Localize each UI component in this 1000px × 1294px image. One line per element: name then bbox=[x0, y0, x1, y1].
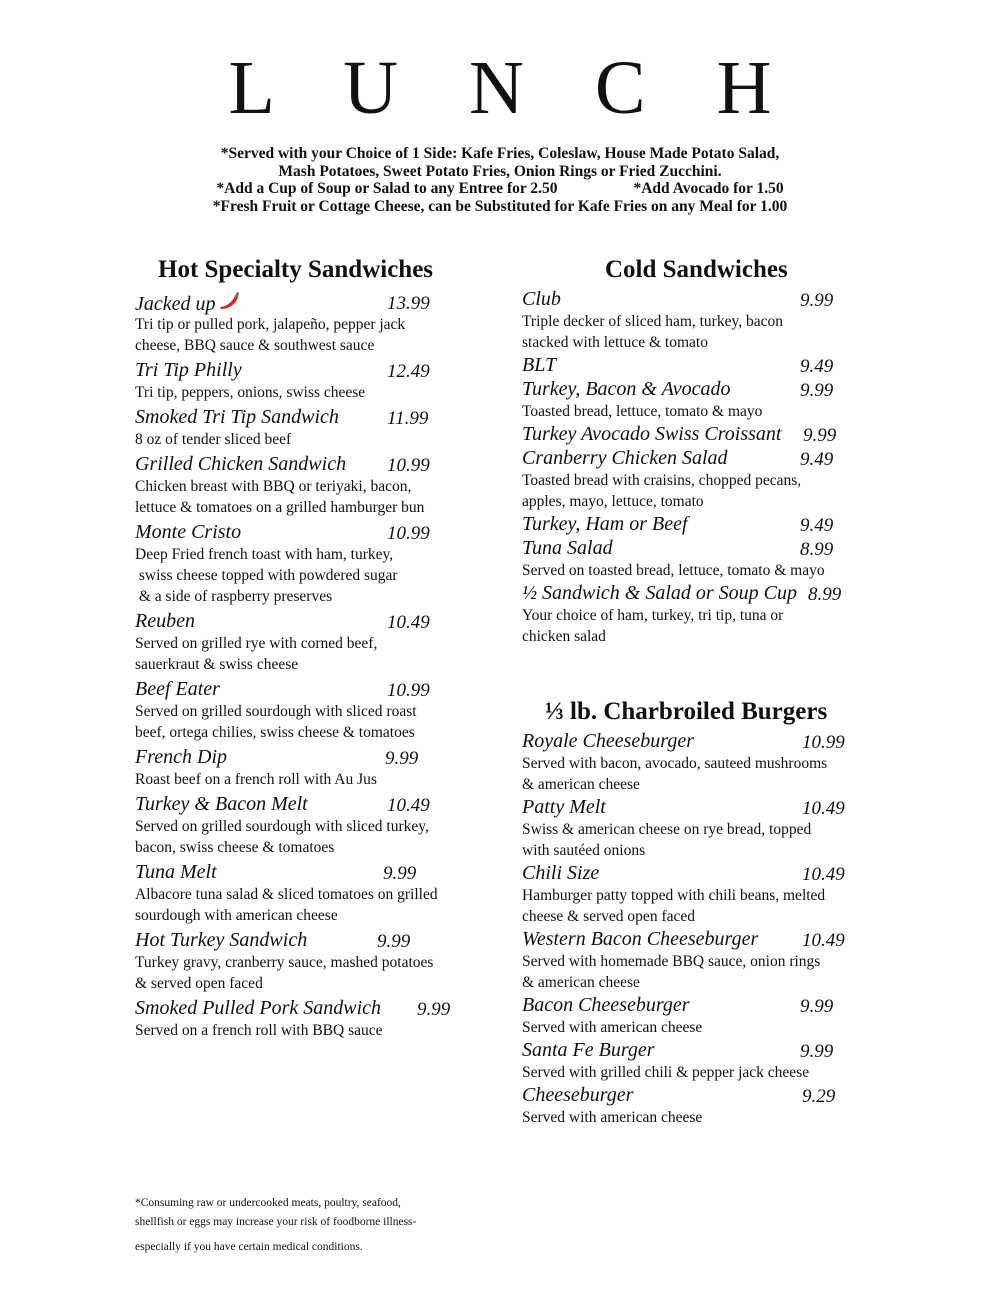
menu-item-price: 10.49 bbox=[802, 864, 845, 885]
menu-item-name: Reuben bbox=[135, 610, 195, 632]
menu-item-name: Smoked Tri Tip Sandwich bbox=[135, 406, 339, 428]
description-line: sourdough with american cheese bbox=[135, 907, 338, 924]
description-line: Served on grilled rye with corned beef, bbox=[135, 635, 378, 652]
description-line: Your choice of ham, turkey, tri tip, tuna or bbox=[522, 607, 784, 624]
menu-item-price: 9.29 bbox=[802, 1086, 836, 1107]
description-line: & american cheese bbox=[522, 776, 640, 793]
menu-item-name: Tuna Salad bbox=[522, 537, 613, 559]
description-line: Served on a french roll with BBQ sauce bbox=[135, 1022, 383, 1039]
description-line: Served with american cheese bbox=[522, 1109, 703, 1126]
menu-item-name: Turkey Avocado Swiss Croissant bbox=[522, 423, 782, 445]
menu-item-name: Cranberry Chicken Salad bbox=[522, 447, 728, 469]
menu-item-price: 10.99 bbox=[387, 680, 430, 701]
menu-item-name: Turkey, Ham or Beef bbox=[522, 513, 688, 535]
description-line: stacked with lettuce & tomato bbox=[522, 334, 708, 351]
description-line: Turkey gravy, cranberry sauce, mashed potatoes bbox=[135, 954, 434, 971]
menu-item bbox=[522, 512, 902, 536]
menu-notes bbox=[0, 145, 1000, 215]
section-title-cold: Cold Sandwiches bbox=[605, 256, 788, 283]
menu-item-description bbox=[522, 401, 902, 422]
menu-item-description bbox=[522, 470, 902, 512]
description-line: with sautéed onions bbox=[522, 842, 646, 859]
menu-item-header bbox=[135, 745, 515, 769]
description-line: sauerkraut & swiss cheese bbox=[135, 656, 299, 673]
menu-item bbox=[135, 677, 515, 743]
menu-item-header bbox=[522, 861, 902, 885]
description-line: Served with grilled chili & pepper jack cheese bbox=[522, 1064, 810, 1081]
menu-item-header bbox=[522, 581, 902, 605]
note-line: Mash Potatoes, Sweet Potato Fries, Onion Rings or Fried Zucchini. bbox=[278, 162, 722, 180]
menu-item-header bbox=[135, 792, 515, 816]
menu-item bbox=[522, 729, 902, 795]
menu-item bbox=[522, 1038, 902, 1083]
menu-item-description bbox=[135, 314, 515, 356]
menu-item-description bbox=[135, 816, 515, 858]
menu-item-name: Tri Tip Philly bbox=[135, 359, 242, 381]
description-line: 8 oz of tender sliced beef bbox=[135, 431, 292, 448]
menu-item bbox=[135, 928, 515, 994]
note-line: *Served with your Choice of 1 Side: Kafe Fries, Coleslaw, House Made Potato Salad, bbox=[220, 145, 780, 162]
menu-item-price: 13.99 bbox=[387, 293, 430, 314]
menu-item-description bbox=[522, 311, 902, 353]
menu-item-price: 9.99 bbox=[383, 863, 417, 884]
description-line: cheese, BBQ sauce & southwest sauce bbox=[135, 337, 375, 354]
menu-item-price: 9.49 bbox=[800, 515, 834, 536]
description-line: Toasted bread with craisins, chopped pecans, bbox=[522, 472, 802, 489]
menu-item-header bbox=[522, 422, 902, 446]
menu-item-header bbox=[522, 446, 902, 470]
menu-item bbox=[135, 290, 515, 356]
menu-item-description bbox=[522, 819, 902, 861]
menu-item-name: Beef Eater bbox=[135, 678, 220, 700]
menu-item-price: 9.99 bbox=[800, 380, 834, 401]
menu-item-price: 10.49 bbox=[387, 795, 430, 816]
menu-item bbox=[522, 536, 902, 581]
description-line: cheese & served open faced bbox=[522, 908, 695, 925]
description-line: Served on grilled sourdough with sliced roast bbox=[135, 703, 417, 720]
menu-item-price: 9.49 bbox=[800, 449, 834, 470]
menu-item-name: Patty Melt bbox=[522, 796, 606, 818]
menu-item bbox=[135, 860, 515, 926]
menu-item bbox=[135, 405, 515, 450]
menu-item-description bbox=[135, 544, 515, 607]
menu-item-name: Chili Size bbox=[522, 862, 600, 884]
menu-item-header bbox=[135, 290, 515, 314]
menu-item-price: 9.99 bbox=[800, 290, 834, 311]
menu-item-price: 9.99 bbox=[377, 931, 411, 952]
menu-item-name: Western Bacon Cheeseburger bbox=[522, 928, 759, 950]
menu-item-name: Smoked Pulled Pork Sandwich bbox=[135, 997, 382, 1019]
menu-item-header bbox=[135, 520, 515, 544]
menu-item-description bbox=[135, 476, 515, 518]
menu-item bbox=[522, 353, 902, 377]
menu-item-header bbox=[135, 609, 515, 633]
menu-item bbox=[522, 446, 902, 512]
description-line: Roast beef on a french roll with Au Jus bbox=[135, 771, 377, 788]
description-line: Triple decker of sliced ham, turkey, bacon bbox=[522, 313, 783, 330]
menu-item-price: 8.99 bbox=[808, 584, 842, 605]
menu-item-price: 11.99 bbox=[387, 408, 429, 429]
menu-item-name: ½ Sandwich & Salad or Soup Cup bbox=[522, 582, 798, 604]
menu-item-name: Grilled Chicken Sandwich bbox=[135, 453, 347, 475]
note-line: *Fresh Fruit or Cottage Cheese, can be Substituted for Kafe Fries on any Meal for 1.00 bbox=[212, 197, 788, 215]
menu-item-description bbox=[522, 1017, 902, 1038]
menu-item-header bbox=[522, 353, 902, 377]
menu-item-header bbox=[522, 512, 902, 536]
description-line: lettuce & tomatoes on a grilled hamburger bun bbox=[135, 499, 425, 516]
menu-item-description bbox=[135, 1020, 515, 1041]
menu-item-header bbox=[522, 993, 902, 1017]
menu-item-price: 9.49 bbox=[800, 356, 834, 377]
menu-item-price: 9.99 bbox=[803, 425, 837, 446]
menu-item-header bbox=[135, 452, 515, 476]
menu-item-description bbox=[135, 429, 515, 450]
menu-item-price: 10.49 bbox=[387, 612, 430, 633]
note-line bbox=[0, 180, 1000, 198]
description-line: & a side of raspberry preserves bbox=[135, 588, 333, 605]
menu-item-price: 12.49 bbox=[387, 361, 430, 382]
description-line: Hamburger patty topped with chili beans, melted bbox=[522, 887, 826, 904]
menu-item-price: 9.99 bbox=[800, 996, 834, 1017]
description-line: & served open faced bbox=[135, 975, 263, 992]
menu-item-name: Santa Fe Burger bbox=[522, 1039, 655, 1061]
menu-item bbox=[522, 581, 902, 647]
menu-item-price: 8.99 bbox=[800, 539, 834, 560]
menu-item-description bbox=[135, 769, 515, 790]
description-line: Deep Fried french toast with ham, turkey, bbox=[135, 546, 394, 563]
menu-item bbox=[135, 792, 515, 858]
menu-item bbox=[135, 609, 515, 675]
health-warning-cont: especially if you have certain medical conditions. bbox=[135, 1241, 363, 1253]
menu-item bbox=[522, 993, 902, 1038]
menu-item-header bbox=[522, 795, 902, 819]
description-line: Swiss & american cheese on rye bread, topped bbox=[522, 821, 812, 838]
description-line: Tri tip or pulled pork, jalapeño, pepper jack bbox=[135, 316, 406, 333]
menu-item-price: 10.99 bbox=[387, 455, 430, 476]
menu-item-price: 10.99 bbox=[802, 732, 845, 753]
description-line: chicken salad bbox=[522, 628, 606, 645]
menu-item-name: Cheeseburger bbox=[522, 1084, 634, 1106]
menu-item bbox=[135, 745, 515, 790]
menu-item-name: Jacked up bbox=[135, 293, 216, 315]
menu-item-name: Royale Cheeseburger bbox=[522, 730, 694, 752]
menu-item-description bbox=[135, 952, 515, 994]
menu-item-header bbox=[135, 358, 515, 382]
menu-item bbox=[135, 520, 515, 607]
health-warning-line: *Consuming raw or undercooked meats, poultry, seafood, bbox=[135, 1197, 401, 1209]
menu-item-header bbox=[522, 287, 902, 311]
menu-item-description bbox=[135, 701, 515, 743]
menu-item-header bbox=[135, 928, 515, 952]
section-title-hot: Hot Specialty Sandwiches bbox=[158, 256, 434, 283]
menu-item-description bbox=[522, 1062, 902, 1083]
menu-item-header bbox=[135, 860, 515, 884]
chili-pepper-icon bbox=[217, 290, 241, 310]
menu-item-price: 10.49 bbox=[802, 930, 845, 951]
menu-item-header bbox=[522, 1083, 902, 1107]
menu-item-name: Hot Turkey Sandwich bbox=[135, 929, 308, 951]
description-line: Served with homemade BBQ sauce, onion rings bbox=[522, 953, 821, 970]
menu-item-header bbox=[522, 536, 902, 560]
menu-item-header bbox=[522, 1038, 902, 1062]
menu-item-name: Turkey, Bacon & Avocado bbox=[522, 378, 731, 400]
description-line: Served on grilled sourdough with sliced turkey, bbox=[135, 818, 429, 835]
description-line: beef, ortega chilies, swiss cheese & tomatoes bbox=[135, 724, 415, 741]
description-line: swiss cheese topped with powdered sugar bbox=[135, 567, 398, 584]
menu-item-price: 9.99 bbox=[417, 999, 451, 1020]
menu-item bbox=[135, 358, 515, 403]
menu-item-description bbox=[522, 753, 902, 795]
menu-item-name: French Dip bbox=[135, 746, 228, 768]
menu-item bbox=[522, 422, 902, 446]
description-line: apples, mayo, lettuce, tomato bbox=[522, 493, 704, 510]
health-warning-line: shellfish or eggs may increase your risk of foodborne illness- bbox=[135, 1216, 417, 1228]
menu-item-description bbox=[522, 951, 902, 993]
description-line: bacon, swiss cheese & tomatoes bbox=[135, 839, 335, 856]
menu-item-description bbox=[522, 885, 902, 927]
menu-item bbox=[135, 996, 515, 1041]
menu-item-price: 9.99 bbox=[800, 1041, 834, 1062]
description-line: Served with bacon, avocado, sauteed mushrooms bbox=[522, 755, 828, 772]
menu-item-header bbox=[522, 377, 902, 401]
menu-item-name: Turkey & Bacon Melt bbox=[135, 793, 308, 815]
menu-item bbox=[522, 1083, 902, 1128]
description-line: Albacore tuna salad & sliced tomatoes on grilled bbox=[135, 886, 438, 903]
menu-item-description bbox=[522, 605, 902, 647]
menu-item-description bbox=[522, 1107, 902, 1128]
menu-item-price: 9.99 bbox=[385, 748, 419, 769]
description-line: Tri tip, peppers, onions, swiss cheese bbox=[135, 384, 366, 401]
note-soup-salad: *Add a Cup of Soup or Salad to any Entree for 2.50 bbox=[216, 180, 558, 197]
menu-item-description bbox=[135, 884, 515, 926]
menu-item bbox=[522, 377, 902, 422]
description-line: & american cheese bbox=[522, 974, 640, 991]
menu-item-description bbox=[135, 382, 515, 403]
menu-title: L U N C H bbox=[228, 46, 798, 130]
menu-item-name: Monte Cristo bbox=[135, 521, 242, 543]
menu-item-description bbox=[522, 560, 902, 581]
menu-item-header bbox=[522, 927, 902, 951]
menu-item bbox=[522, 927, 902, 993]
menu-item-header bbox=[135, 677, 515, 701]
note-avocado: *Add Avocado for 1.50 bbox=[633, 180, 784, 197]
description-line: Served with american cheese bbox=[522, 1019, 703, 1036]
menu-item-name: Bacon Cheeseburger bbox=[522, 994, 690, 1016]
menu-item bbox=[522, 287, 902, 353]
menu-item-description bbox=[135, 633, 515, 675]
menu-item-name: Club bbox=[522, 288, 561, 310]
menu-item-price: 10.99 bbox=[387, 523, 430, 544]
menu-item-header bbox=[135, 405, 515, 429]
health-warning bbox=[135, 1194, 416, 1232]
menu-item-header bbox=[522, 729, 902, 753]
menu-item bbox=[135, 452, 515, 518]
menu-item-name: BLT bbox=[522, 354, 557, 376]
menu-item-price: 10.49 bbox=[802, 798, 845, 819]
description-line: Toasted bread, lettuce, tomato & mayo bbox=[522, 403, 763, 420]
description-line: Chicken breast with BBQ or teriyaki, bacon, bbox=[135, 478, 412, 495]
menu-item-header bbox=[135, 996, 515, 1020]
menu-item bbox=[522, 861, 902, 927]
description-line: Served on toasted bread, lettuce, tomato & mayo bbox=[522, 562, 825, 579]
menu-item bbox=[522, 795, 902, 861]
menu-item-name: Tuna Melt bbox=[135, 861, 217, 883]
section-title-burgers: ⅓ lb. Charbroiled Burgers bbox=[545, 698, 828, 725]
